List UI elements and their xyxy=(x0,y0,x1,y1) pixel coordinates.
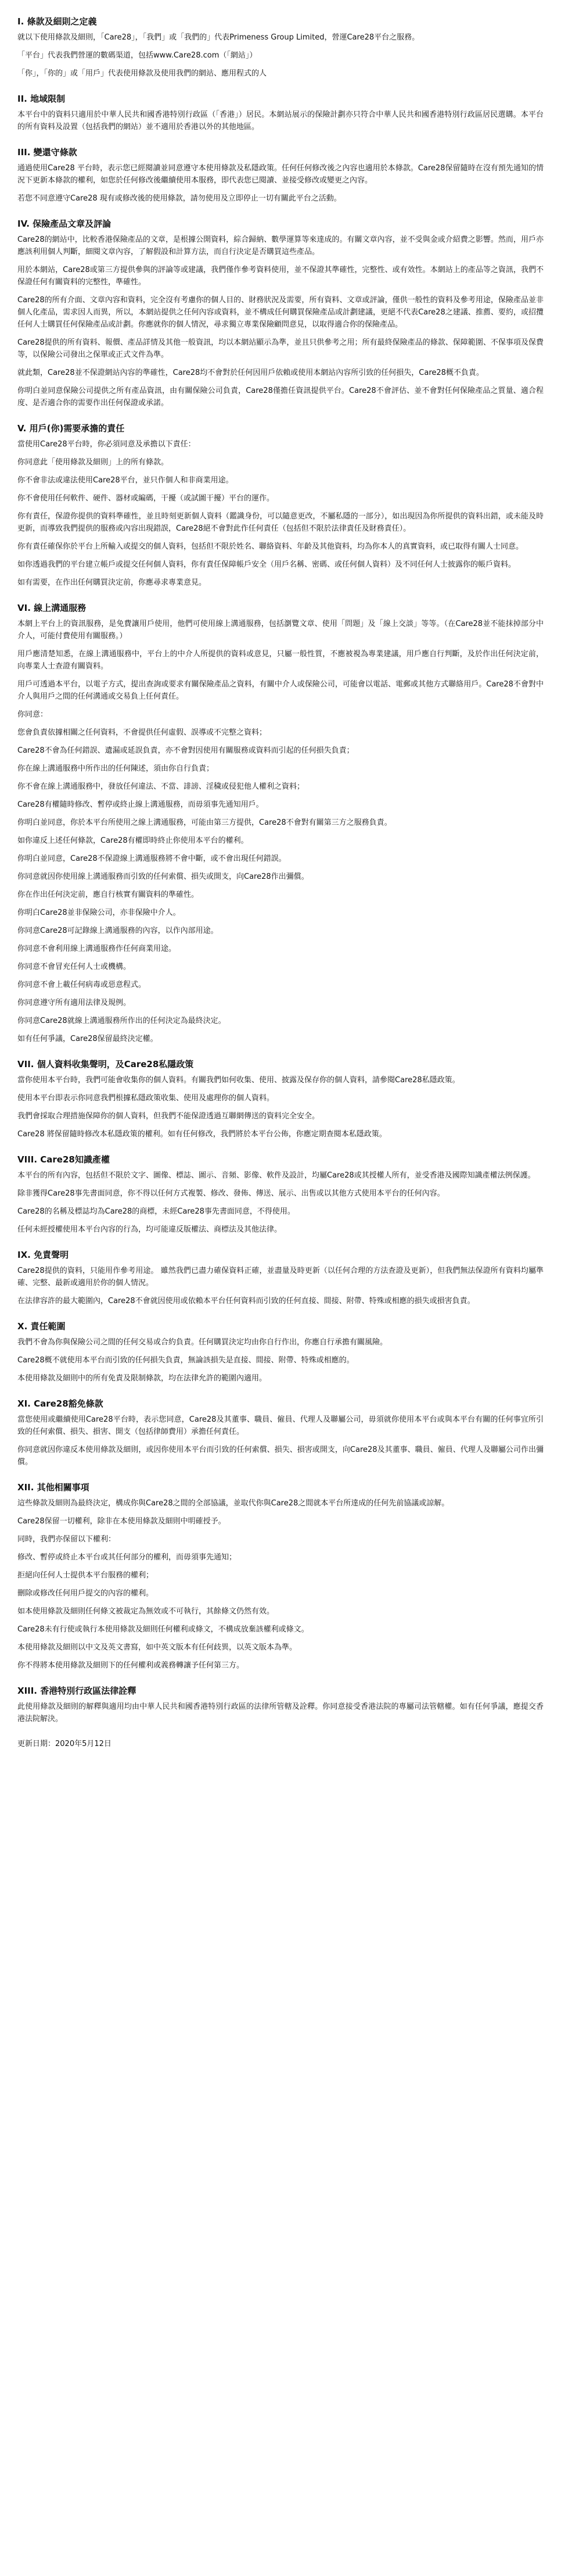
section-paragraph: 本使用條款及細則以中文及英文書寫，如中英文版本有任何歧異，以英文版本為準。 xyxy=(17,1643,297,1652)
terms-section xyxy=(17,15,544,80)
section-paragraph: 你不會使用任何軟件、硬件、器材或編碼，干擾（或試圖干擾）平台的運作。 xyxy=(17,494,275,503)
section-paragraph: 本網上平台上的資訊服務，是免費讓用戶使用，他們可使用線上溝通服務，包括瀏覽文章、使用「問題」及「線上交談」等等。（在Care28並不能抹掉部分中介人，可能付費使用有關服務。） xyxy=(17,620,544,641)
section-paragraph: 如有需要，在作出任何購買決定前，你應尋求專業意見。 xyxy=(17,578,207,587)
section-paragraph: Care28不會為任何錯誤、遺漏或延誤負責，亦不會對因使用有關服務或資料而引起的任何損失負責； xyxy=(17,746,354,755)
section-paragraph: 刪除或修改任何用戶提交的內容的權利。 xyxy=(17,1589,154,1598)
section-paragraph: Care28 將保留隨時修改本私隱政策的權利。如有任何修改，我們將於本平台公佈，你應定期查閱本私隱政策。 xyxy=(17,1130,387,1139)
section-paragraph: 你同意就因你違反本使用條款及細則，或因你使用本平台而引致的任何索償、損失、損害或開支，向Care28及其董事、職員、僱員、代理人及聯屬公司作出彌償。 xyxy=(17,1446,544,1466)
section-paragraph: 我們會採取合理措施保障你的個人資料，但我們不能保證透過互聯網傳送的資料完全安全。 xyxy=(17,1112,320,1121)
section-heading: I. 條款及細則之定義 xyxy=(17,16,97,27)
section-paragraph: 你同意不會冒充任何人士或機構。 xyxy=(17,963,131,971)
terms-section xyxy=(17,422,544,589)
section-paragraph: 本平台的所有內容，包括但不限於文字、圖像、標誌、圖示、音頻、影像、軟件及設計，均屬Care28或其授權人所有，並受香港及國際知識產權法例保護。 xyxy=(17,1171,535,1180)
section-paragraph: 如有任何爭議，Care28保留最終決定權。 xyxy=(17,1035,158,1043)
section-paragraph: 如本使用條款及細則任何條文被裁定為無效或不可執行，其餘條文仍然有效。 xyxy=(17,1607,275,1616)
section-heading: III. 變還守條款 xyxy=(17,147,77,158)
section-paragraph: 你同意Care28就線上溝通服務所作出的任何決定為最終決定。 xyxy=(17,1017,226,1025)
section-heading: X. 責任範圍 xyxy=(17,1321,66,1332)
section-heading: II. 地域限制 xyxy=(17,94,66,104)
section-paragraph: 你明白並同意保險公司提供之所有產品資訊，由有關保險公司負責，Care28僅擔任資訊提供平台。Care28不會評估、並不會對任何保險產品之質量、適合程度、是否適合你的需要作出任何保證或承諾。 xyxy=(17,387,544,407)
section-paragraph: 你明白並同意，Care28不保證線上溝通服務將不會中斷，或不會出現任何錯誤。 xyxy=(17,854,286,863)
section-paragraph: Care28的所有介面、文章內容和資料，完全沒有考慮你的個人目的、財務狀況及需要，所有資料、文章或評論，僅供一般性的資料及參考用途，保險產品並非個人化產品，需求因人而異，所以，本網站提供之任何內容或資料，並不構成任何購買保險產品或計劃建議，更絕不代表Care28之建議、推薦、要約，或招攬任何人士購買任何保險產品或計劃。你應就你的個人情況，尋求獨立專業保險顧問意見，以取得適合你的保險產品。 xyxy=(17,296,544,329)
section-paragraph: 你同意不會上載任何病毒或惡意程式。 xyxy=(17,981,146,989)
last-updated-date: 更新日期：2020年5月12日 xyxy=(17,1740,112,1748)
section-paragraph: 你有責任，保證你提供的資料準確性，並且時刻更新個人資料（鑑識身份，可以隨意更改，不屬私隱的一部分），如出現因為你所提供的資料出錯，或未能及時更新，而導致我們提供的服務或內容出現錯誤，Care28絕不會對此作任何責任（包括但不限於法律責任及財務責任）。 xyxy=(17,512,544,533)
section-paragraph: 通過使用Care28 平台時，表示您已經閱讀並同意遵守本使用條款及私隱政策。任何任何修改後之內容也適用於本條款。Care28保留隨時在沒有預先通知的情況下更新本條款的權利，如您於任何修改後繼續使用本服務，即代表您已閱讀、並接受修改或變更之內容。 xyxy=(17,164,544,185)
section-paragraph: 「你」，「你的」或「用戶」代表使用條款及使用我們的網站、應用程式的人 xyxy=(17,69,267,78)
section-paragraph: 當您使用或繼續使用Care28平台時，表示您同意，Care28及其董事、職員、僱員、代理人及聯屬公司，毋須就你使用本平台或與本平台有關的任何事宜所引致的任何索償、損失、損害、開支（包括律師費用）承擔任何責任。 xyxy=(17,1415,544,1436)
section-paragraph: Care28的名稱及標誌均為Care28的商標，未經Care28事先書面同意，不得使用。 xyxy=(17,1207,295,1216)
section-heading: VI. 線上溝通服務 xyxy=(17,603,87,613)
section-paragraph: 您會負責依據相關之任何資料，不會提供任何虛假、誤導或不完整之資料； xyxy=(17,728,267,737)
section-paragraph: 同時，我們亦保留以下權利： xyxy=(17,1535,116,1544)
section-paragraph: Care28未有行使或執行本使用條款及細則任何權利或條文，不構成放棄該權利或條文。 xyxy=(17,1625,309,1634)
section-paragraph: 你明白Care28並非保險公司，亦非保險中介人。 xyxy=(17,908,181,917)
terms-section xyxy=(17,1248,544,1307)
section-paragraph: 你在線上溝通服務中所作出的任何陳述，須由你自行負責； xyxy=(17,764,214,773)
terms-section xyxy=(17,1320,544,1384)
section-paragraph: 當你使用本平台時，我們可能會收集你的個人資料。有關我們如何收集、使用、披露及保存你的個人資料，請參閱Care28私隱政策。 xyxy=(17,1076,460,1085)
section-paragraph: Care28提供的資料，只能用作參考用途。 雖然我們已盡力確保資料正確，並盡量及時更新（以任何合理的方法查證及更新），但我們無法保證所有資料均屬準確、完整、最新或適用於你的個人情況。 xyxy=(17,1266,544,1287)
section-heading: VIII. Care28知識產權 xyxy=(17,1154,110,1165)
section-heading: XII. 其他相關事項 xyxy=(17,1482,89,1493)
terms-section xyxy=(17,1058,544,1140)
section-heading: V. 用戶(你)需要承擔的責任 xyxy=(17,423,125,434)
section-heading: IV. 保險產品文章及評論 xyxy=(17,219,112,229)
section-paragraph: 本平台中的資料只適用於中華人民共和國香港特別行政區（「香港」）居民。本網站展示的保險計劃亦只符合中華人民共和國香港特別行政區居民選購。本平台的所有資料及設置（包括我們的網站）並不適用於香港以外的其他地區。 xyxy=(17,110,544,131)
section-paragraph: 你同意遵守所有適用法律及規例。 xyxy=(17,999,131,1007)
terms-section xyxy=(17,1684,544,1725)
section-paragraph: 你不會非法或違法使用Care28平台，並只作個人和非商業用途。 xyxy=(17,476,233,485)
section-paragraph: 你不會在線上溝通服務中，發放任何違法、不當、誹謗、淫穢或侵犯他人權利之資料； xyxy=(17,782,305,791)
section-paragraph: 這些條款及細則為最終決定，構成你與Care28之間的全部協議，並取代你與Care28之間就本平台所達成的任何先前協議或諒解。 xyxy=(17,1499,449,1508)
section-heading: XIII. 香港特別行政區法律詮釋 xyxy=(17,1686,136,1696)
section-paragraph: 你明白並同意，你於本平台所使用之線上溝通服務，可能由第三方提供，Care28不會對有關第三方之服務負責。 xyxy=(17,818,392,827)
section-paragraph: 使用本平台即表示你同意我們根據私隱政策收集、使用及處理你的個人資料。 xyxy=(17,1094,275,1103)
section-heading: IX. 免責聲明 xyxy=(17,1250,69,1260)
section-paragraph: 此使用條款及細則的解釋與適用均由中華人民共和國香港特別行政區的法律所管轄及詮釋。你同意接受香港法院的專屬司法管轄權。如有任何爭議，應提交香港法院解決。 xyxy=(17,1702,544,1723)
terms-section xyxy=(17,1481,544,1672)
section-paragraph: 當使用Care28平台時，你必須同意及承擔以下責任： xyxy=(17,440,196,449)
section-heading: VII. 個人資料收集聲明，及Care28私隱政策 xyxy=(17,1059,194,1069)
section-paragraph: 用戶可透過本平台，以電子方式，提出查詢或要求有關保險產品之資料，有關中介人或保險公司，可能會以電話、電郵或其他方式聯絡用戶。Care28不會對中介人與用戶之間的任何溝通或交易負上任何責任。 xyxy=(17,680,544,701)
section-paragraph: 除非獲得Care28事先書面同意，你不得以任何方式複製、修改、發佈、傳送、展示、出售或以其他方式使用本平台的任何內容。 xyxy=(17,1189,445,1198)
section-paragraph: 拒絕向任何人士提供本平台服務的權利； xyxy=(17,1571,154,1580)
section-paragraph: 就以下使用條款及細則，「Care28」，「我們」或「我們的」代表Primeness Group Limited，營運Care28平台之服務。 xyxy=(17,33,420,42)
terms-section xyxy=(17,1153,544,1236)
section-paragraph: 你同意就因你使用線上溝通服務而引致的任何索償、損失或開支，向Care28作出彌償。 xyxy=(17,872,309,881)
section-paragraph: 你同意： xyxy=(17,710,48,719)
section-paragraph: 你同意不會利用線上溝通服務作任何商業用途。 xyxy=(17,944,177,953)
terms-section xyxy=(17,92,544,133)
section-paragraph: 我們不會為你與保險公司之間的任何交易或合約負責。任何購買決定均由你自行作出，你應自行承擔有關風險。 xyxy=(17,1338,388,1347)
section-paragraph: Care28保留一切權利，除非在本使用條款及細則中明確授予。 xyxy=(17,1517,226,1526)
section-paragraph: 本使用條款及細則中的所有免責及限制條款，均在法律允許的範圍內適用。 xyxy=(17,1374,267,1383)
section-paragraph: Care28的網站中，比較香港保險產品的文章，是根據公開資料，綜合歸納、數學運算等來達成的。有關文章內容，並不受與金或介紹費之影響。然而，用戶亦應該利用個人判斷，細閱文章內容，了解假設和計算方法，而自行決定是否購買這些產品。 xyxy=(17,235,544,256)
section-paragraph: 你同意此「使用條款及細則」上的所有條款。 xyxy=(17,458,169,467)
section-heading: XI. Care28豁免條款 xyxy=(17,1398,103,1409)
terms-section xyxy=(17,602,544,1045)
section-paragraph: 任何未經授權使用本平台內容的行為，均可能違反版權法、商標法及其他法律。 xyxy=(17,1225,282,1234)
section-paragraph: 就此類，Care28並不保證網站內容的準確性，Care28均不會對於任何因用戶依賴或使用本網站內容所引致的任何損失，Care28概不負責。 xyxy=(17,368,484,377)
section-paragraph: 修改、暫停或終止本平台或其任何部分的權利，而毋須事先通知； xyxy=(17,1553,237,1562)
section-paragraph: 用於本網站，Care28或第三方提供參與的評論等或建議，我們僅作參考資料使用，並不保證其準確性，完整性、或有效性。本網站上的產品等之資訊，我們不保證任何有關資料的完整性，準確性。 xyxy=(17,266,544,287)
section-paragraph: Care28概不就使用本平台而引致的任何損失負責，無論該損失是直接、間接、附帶、特殊或相應的。 xyxy=(17,1356,354,1365)
terms-section xyxy=(17,146,544,205)
section-paragraph: 「平台」代表我們營運的數碼渠道，包括www.Care28.com（「網站」） xyxy=(17,51,257,60)
section-paragraph: 如你違反上述任何條款，Care28有權即時終止你使用本平台的權利。 xyxy=(17,836,249,845)
section-paragraph: Care28有權隨時修改、暫停或終止線上溝通服務，而毋須事先通知用戶。 xyxy=(17,800,264,809)
terms-section xyxy=(17,1397,544,1468)
section-paragraph: 你有責任確保你於平台上所輸入或提交的個人資料，包括但不限於姓名、聯絡資料、年齡及其他資料，均為你本人的真實資料，或已取得有關人士同意。 xyxy=(17,542,524,551)
terms-section xyxy=(17,217,544,409)
section-paragraph: 你不得將本使用條款及細則下的任何權利或義務轉讓予任何第三方。 xyxy=(17,1661,244,1670)
section-paragraph: 用戶應清楚知悉，在線上溝通服務中，平台上的中介人所提供的資料或意見，只屬一般性質，不應被視為專業建議，用戶應自行判斷，及於作出任何決定前，向專業人士查證有關資料。 xyxy=(17,650,544,671)
section-paragraph: 你在作出任何決定前，應自行核實有關資料的準確性。 xyxy=(17,890,199,899)
section-paragraph: 如你透過我們的平台建立帳戶或提交任何個人資料，你有責任保障帳戶安全（用戶名稱、密碼、或任何個人資料）及不同任何人士披露你的帳戶資料。 xyxy=(17,560,516,569)
section-paragraph: 若您不同意遵守Care28 現有或修改後的使用條款，請勿使用及立即停止一切有關此平台之活動。 xyxy=(17,194,341,203)
section-paragraph: Care28提供的所有資料、報價、產品詳情及其他一般資訊，均以本網站顯示為準，並且只供參考之用；所有最終保險產品的條款、保障範圍、不保事項及保費等，以保險公司發出之保單或正式文件為準。 xyxy=(17,338,544,359)
section-paragraph: 在法律容許的最大範圍內，Care28不會就因使用或依賴本平台任何資料而引致的任何直接、間接、附帶、特殊或相應的損失或損害負責。 xyxy=(17,1297,475,1305)
section-paragraph: 你同意Care28可記錄線上溝通服務的內容，以作內部用途。 xyxy=(17,926,218,935)
